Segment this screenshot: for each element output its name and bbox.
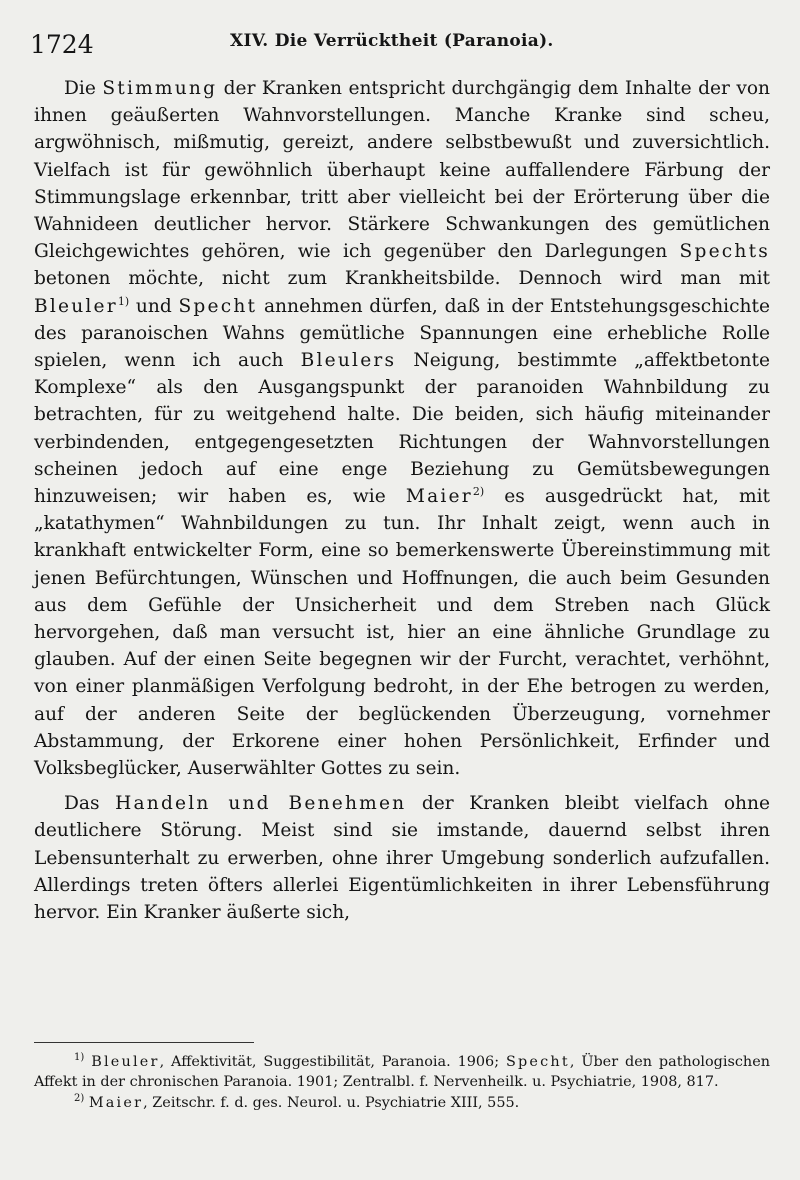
footnote-divider xyxy=(34,1042,254,1043)
running-title: XIV. Die Verrücktheit (Paranoia). xyxy=(230,31,554,51)
text-run: Die xyxy=(64,78,103,99)
text-run: und xyxy=(129,295,179,317)
author-name: Specht xyxy=(505,1054,570,1070)
footnotes xyxy=(34,1052,770,1113)
text-run: Neigung, bestimmte „affektbetonte Komplexe“ als den Ausgangspunkt der paranoiden Wahnbildung zu betrachten, für zu weitgehend halte. Die beiden, sich häufig miteinander verbindenden, entgegengesetzten Richtungen der Wahnvorstellungen scheinen jedoch auf eine enge Beziehung zu Gemütsbewegungen hinzuweisen; wir haben es, wie xyxy=(34,350,770,508)
text-run: es ausgedrückt hat, mit „katathymen“ Wahnbildungen zu tun. Ihr Inhalt zeigt, wenn auch in krankhaft entwickelter Form, eine so bemerkenswerte Übereinstimmung mit jenen Befürchtungen, Wünschen und Hoffnungen, die auch beim Gesunden aus dem Gefühle der Unsicherheit und dem Streben nach Glück hervorgehen, daß man versucht ist, hier an eine ähnliche Grundlage zu glauben. Auf der einen Seite begegnen wir der Furcht, verachtet, verhöhnt, von einer planmäßigen Verfolgung bedroht, in der Ehe betrogen zu werden, auf der anderen Seite der beglückenden Überzeugung, vornehmer Abstammung, der Erkorene einer hohen Persönlichkeit, Erfinder und Volksbeglücker, Auserwählter Gottes zu sein. xyxy=(34,486,771,780)
text-run: Das xyxy=(64,793,116,815)
author-name: Specht xyxy=(178,295,258,317)
footnote-number: 1) xyxy=(74,1052,85,1064)
paragraph-mood xyxy=(34,75,770,782)
author-name: Spechts xyxy=(679,241,770,263)
text-run: , Über den pathologischen Affekt in der chronischen Paranoia. 1901; Zentralbl. f. Nervenheilk. u. Psychiatrie, 1908, 817. xyxy=(34,1054,770,1091)
footnote-1 xyxy=(34,1052,770,1093)
author-name: Bleulers xyxy=(300,350,397,372)
paragraph-behaviour xyxy=(34,790,770,926)
author-name: Bleuler xyxy=(91,1054,160,1070)
text-run: der Kranken bleibt vielfach ohne deutlichere Störung. Meist sind sie imstande, dauernd selbst ihren Lebensunterhalt zu erwerben, ohne ihrer Umgebung sonderlich aufzufallen. Allerdings treten öfters allerlei Eigentümlichkeiten in ihrer Lebensführung hervor. Ein Kranker äußerte sich, xyxy=(34,793,770,924)
text-run: betonen möchte, nicht zum Krankheitsbilde. Dennoch wird man mit xyxy=(34,268,770,290)
footnote-number: 2) xyxy=(74,1093,85,1105)
author-name: Bleuler xyxy=(34,295,118,317)
emphasized-term: Stimmung xyxy=(102,78,218,99)
page-number: 1724 xyxy=(30,30,94,59)
body-text xyxy=(34,75,770,926)
footnote-ref-2[interactable]: 2) xyxy=(472,484,485,498)
text-run: , Zeitschr. f. d. ges. Neurol. u. Psychiatrie XIII, 555. xyxy=(143,1094,520,1111)
text-run: , Affektivität, Suggestibilität, Paranoia. 1906; xyxy=(159,1054,506,1070)
text-run: annehmen dürfen, daß in der Entstehungsgeschichte des paranoischen Wahns gemütliche Spannungen eine erhebliche Rolle spielen, wenn ich auch xyxy=(34,295,770,372)
emphasized-term: Handeln und Benehmen xyxy=(115,793,407,815)
author-name: Maier xyxy=(405,486,473,508)
text-run: der Kranken entspricht durchgängig dem Inhalte der von ihnen geäußerten Wahnvorstellungen. Manche Kranke sind scheu, argwöhnisch, mißmutig, gereizt, andere selbstbewußt und zuversichtlich. Vielfach ist für gewöhnlich überhaupt keine auffallendere Färbung der Stimmungslage erkennbar, tritt aber vielleicht bei der Erörterung über die Wahnideen deutlicher hervor. Stärkere Schwankungen des gemütlichen Gleichgewichtes gehören, wie ich gegenüber den Darlegungen xyxy=(34,78,770,263)
footnote-2 xyxy=(34,1093,770,1113)
footnote-ref-1[interactable]: 1) xyxy=(117,294,130,308)
author-name: Maier xyxy=(88,1094,144,1111)
